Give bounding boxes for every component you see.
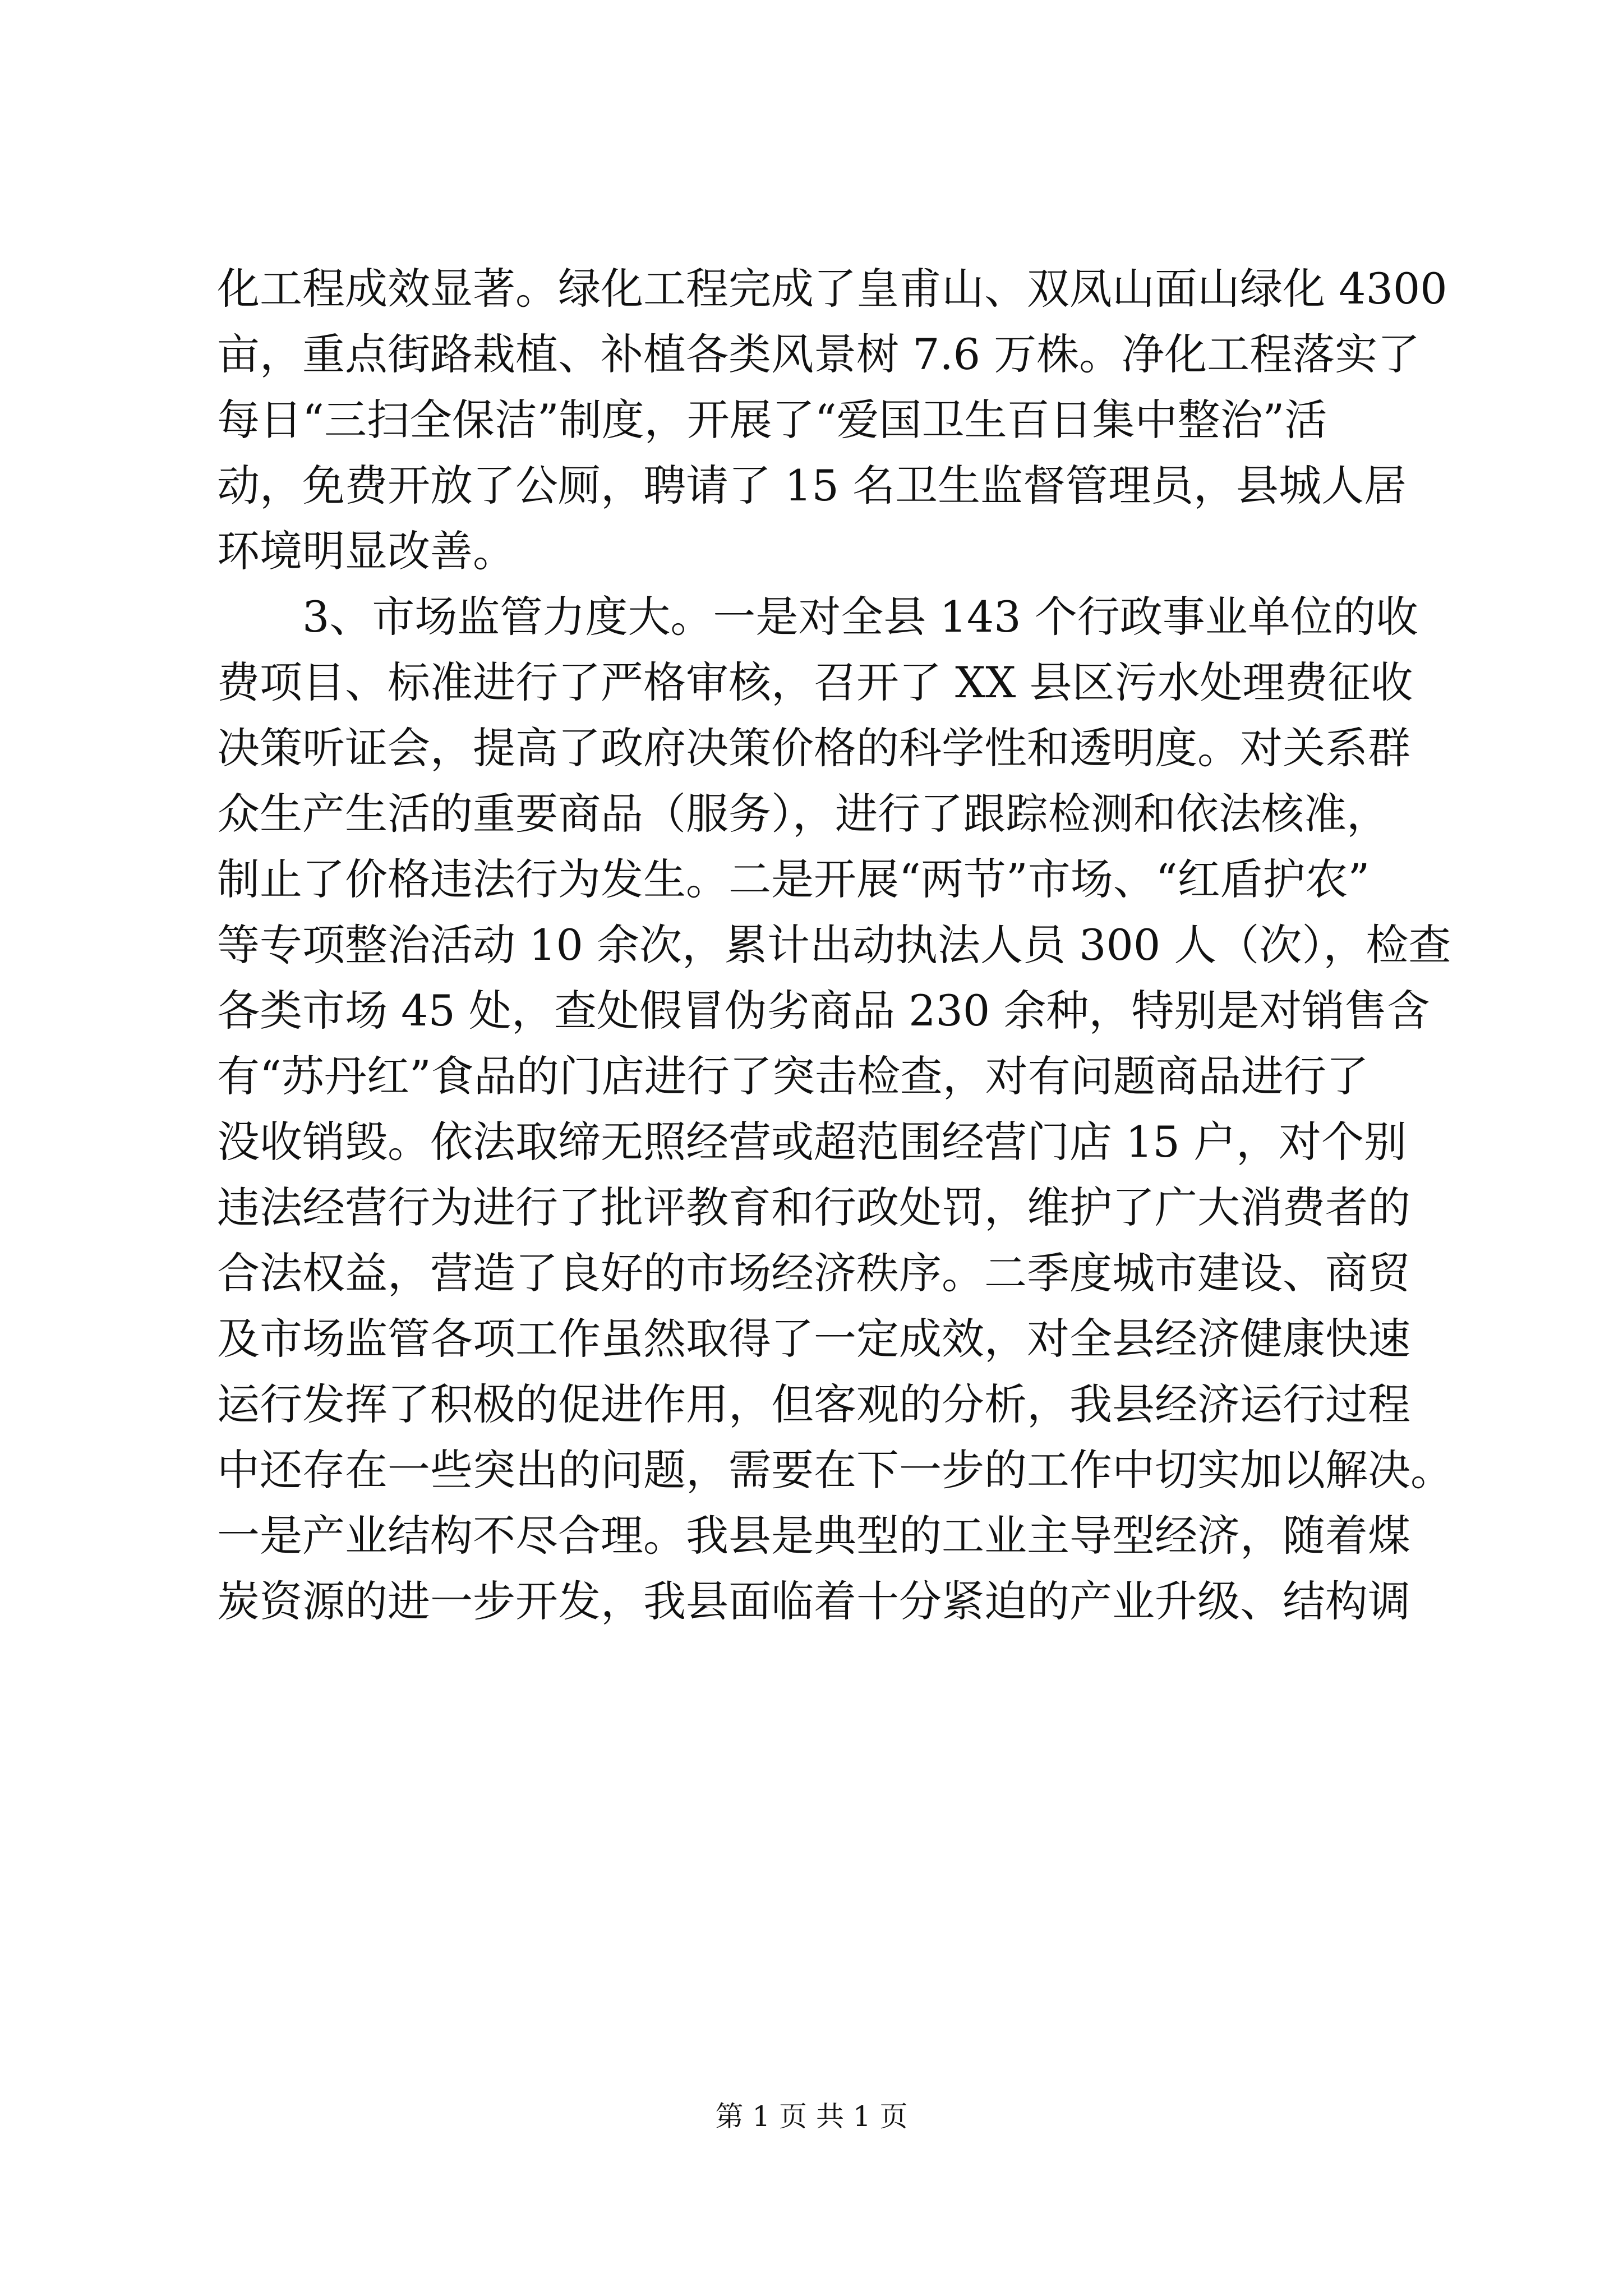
text-line-11: 等专项整治活动 10 余次，累计出动执法人员 300 人（次），检查 xyxy=(217,920,1451,970)
text-line-19: 中还存在一些突出的问题，需要在下一步的工作中切实加以解决。 xyxy=(217,1445,1453,1495)
text-line-6: 3、市场监管力度大。一是对全县 143 个行政事业单位的收 xyxy=(302,592,1418,642)
text-line-2: 亩，重点街路栽植、补植各类风景树 7.6 万株。净化工程落实了 xyxy=(217,329,1421,379)
text-line-21: 炭资源的进一步开发，我县面临着十分紧迫的产业升级、结构调 xyxy=(217,1576,1410,1626)
text-line-15: 违法经营行为进行了批评教育和行政处罚，维护了广大消费者的 xyxy=(217,1182,1410,1232)
text-line-13: 有“苏丹红”食品的门店进行了突击检查，对有问题商品进行了 xyxy=(217,1051,1369,1101)
text-line-17: 及市场监管各项工作虽然取得了一定成效，对全县经济健康快速 xyxy=(217,1314,1410,1364)
text-line-10: 制止了价格违法行为发生。二是开展“两节”市场、“红盾护农” xyxy=(217,854,1370,904)
text-line-8: 决策听证会，提高了政府决策价格的科学性和透明度。对关系群 xyxy=(217,723,1410,773)
text-line-16: 合法权益，营造了良好的市场经济秩序。二季度城市建设、商贸 xyxy=(217,1248,1410,1298)
text-line-1: 化工程成效显著。绿化工程完成了皇甫山、双凤山面山绿化 4300 xyxy=(217,264,1447,314)
text-line-4: 动，免费开放了公厕，聘请了 15 名卫生监督管理员，县城人居 xyxy=(217,461,1407,510)
text-line-9: 众生产生活的重要商品（服务），进行了跟踪检测和依法核准， xyxy=(217,789,1389,839)
page-footer: 第 1 页 共 1 页 xyxy=(715,2100,908,2133)
text-line-20: 一是产业结构不尽合理。我县是典型的工业主导型经济，随着煤 xyxy=(217,1511,1410,1561)
text-line-14: 没收销毁。依法取缔无照经营或超范围经营门店 15 户，对个别 xyxy=(217,1117,1407,1167)
text-line-5: 环境明显改善。 xyxy=(217,526,515,576)
text-line-18: 运行发挥了积极的促进作用，但客观的分析，我县经济运行过程 xyxy=(217,1379,1410,1429)
text-line-7: 费项目、标准进行了严格审核，召开了 XX 县区污水处理费征收 xyxy=(217,657,1413,707)
text-line-12: 各类市场 45 处，查处假冒伪劣商品 230 余种，特别是对销售含 xyxy=(217,986,1430,1036)
text-line-3: 每日“三扫全保洁”制度，开展了“爱国卫生百日集中整治”活 xyxy=(217,395,1327,445)
